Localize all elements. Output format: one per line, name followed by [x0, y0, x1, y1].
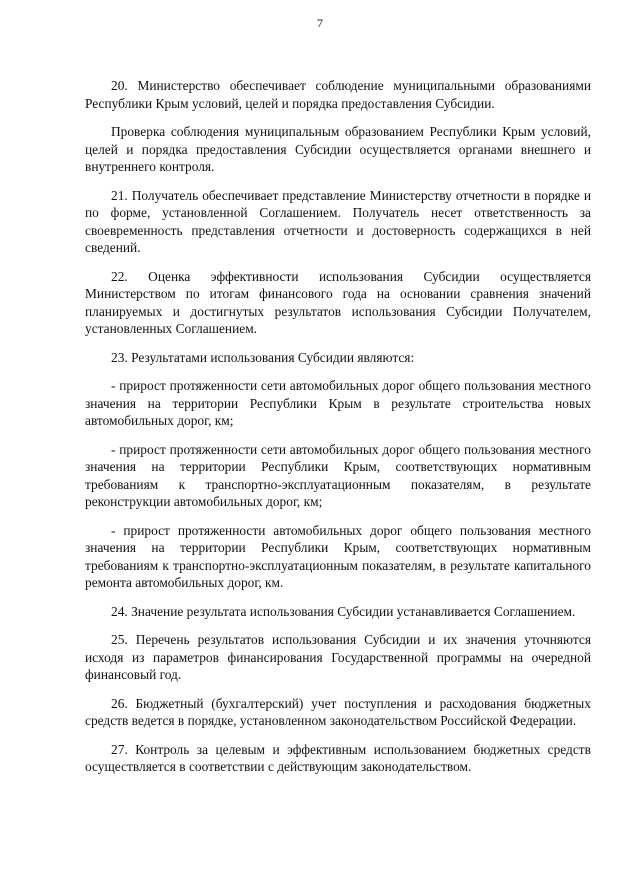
paragraph-25: 25. Перечень результатов использования Субсидии и их значения уточняются исходя из параметров финансирования Государственной программы на очередной финансовый год. — [85, 632, 591, 682]
list-item-construction: - прирост протяженности сети автомобильных дорог общего пользования местного значения на территории Республики Крым в результате строительства новых автомобильных дорог, км; — [85, 378, 591, 428]
list-item-capital-repair: - прирост протяженности автомобильных дорог общего пользования местного значения на территории Республики Крым, соответствующих нормативным требованиям к транспортно-эксплуатационным показателям, в результате капитального ремонта автомобильных дорог, км. — [85, 522, 591, 590]
paragraph-26: 26. Бюджетный (бухгалтерский) учет поступления и расходования бюджетных средств ведется в порядке, установленном законодательством Российской Федерации. — [85, 695, 591, 728]
paragraph-23: 23. Результатами использования Субсидии являются: — [111, 349, 415, 365]
paragraph-24: 24. Значение результата использования Субсидии устанавливается Соглашением. — [111, 603, 576, 619]
paragraph-20: 20. Министерство обеспечивает соблюдение муниципальными образованиями Республики Крым условий, целей и порядка предоставления Субсидии. — [85, 78, 591, 111]
paragraph-control-check: Проверка соблюдения муниципальным образованием Республики Крым условий, целей и порядка предоставления Субсидии осуществляется органами внешнего и внутреннего контроля. — [85, 124, 591, 174]
paragraph-21: 21. Получатель обеспечивает представление Министерству отчетности в порядке и по форме, установленной Соглашением. Получатель несет ответственность за своевременность представления отчетности и достоверность содержащихся в ней сведений. — [85, 187, 591, 255]
paragraph-22: 22. Оценка эффективности использования Субсидии осуществляется Министерством по итогам финансового года на основании сравнения значений планируемых и достигнутых результатов использования Субсидии Получателем, установленных Соглашением. — [85, 268, 591, 336]
page-number: 7 — [317, 16, 323, 30]
list-item-reconstruction: - прирост протяженности сети автомобильных дорог общего пользования местного значения на территории Республики Крым, соответствующих нормативным требованиям к транспортно-эксплуатационным показателям, в результате реконструкции автомобильных дорог, км; — [85, 441, 591, 509]
document-body — [85, 77, 591, 787]
paragraph-27: 27. Контроль за целевым и эффективным использованием бюджетных средств осуществляется в соответствии с действующим законодательством. — [85, 741, 591, 774]
